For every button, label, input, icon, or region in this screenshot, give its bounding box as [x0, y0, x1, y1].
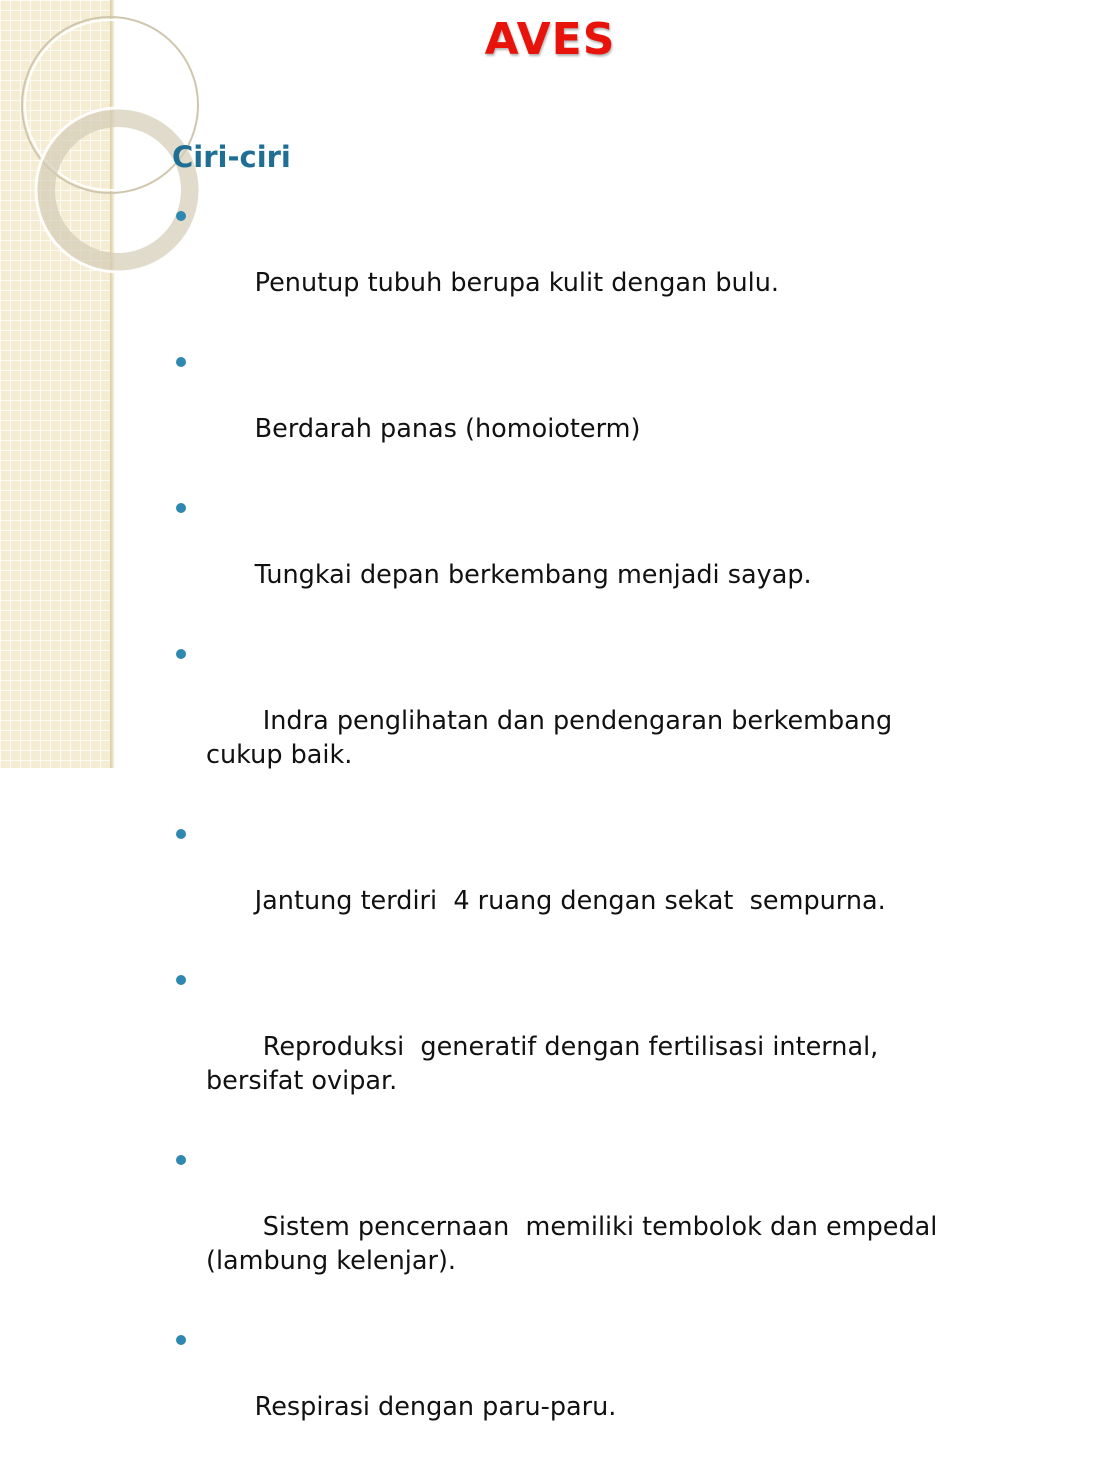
list-item-text: Sistem pencernaan memiliki tembolok dan empedal (lambung kelenjar). — [206, 1212, 946, 1276]
bullet-icon — [176, 503, 186, 513]
bullet-icon — [176, 1335, 186, 1345]
decorative-side-panel — [0, 0, 110, 768]
list-item — [174, 962, 974, 1132]
bullet-icon — [176, 1155, 186, 1165]
list-item-text: Tungkai depan berkembang menjadi sayap. — [254, 560, 812, 590]
list-item-text: Penutup tubuh berupa kulit dengan bulu. — [254, 268, 780, 298]
list-item-text: Respirasi dengan paru-paru. — [254, 1392, 617, 1422]
list-item — [174, 1142, 974, 1312]
list-item — [174, 344, 974, 480]
bullet-icon — [176, 357, 186, 367]
slide-subtitle: Ciri-ciri — [172, 140, 291, 174]
list-item-text: Jantung terdiri 4 ruang dengan sekat sempurna. — [254, 886, 886, 916]
bullet-list — [174, 198, 974, 1468]
side-panel-edge — [110, 0, 115, 768]
list-item — [174, 636, 974, 806]
bullet-icon — [176, 211, 186, 221]
slide-title: AVES — [484, 14, 616, 65]
list-item — [174, 1322, 974, 1458]
list-item — [174, 198, 974, 334]
bullet-icon — [176, 829, 186, 839]
list-item — [174, 490, 974, 626]
list-item — [174, 816, 974, 952]
bullet-icon — [176, 649, 186, 659]
list-item-text: Reproduksi generatif dengan fertilisasi internal, bersifat ovipar. — [206, 1032, 887, 1096]
list-item-text: Indra penglihatan dan pendengaran berkembang cukup baik. — [206, 706, 901, 770]
list-item-text: Berdarah panas (homoioterm) — [254, 414, 641, 444]
bullet-icon — [176, 975, 186, 985]
